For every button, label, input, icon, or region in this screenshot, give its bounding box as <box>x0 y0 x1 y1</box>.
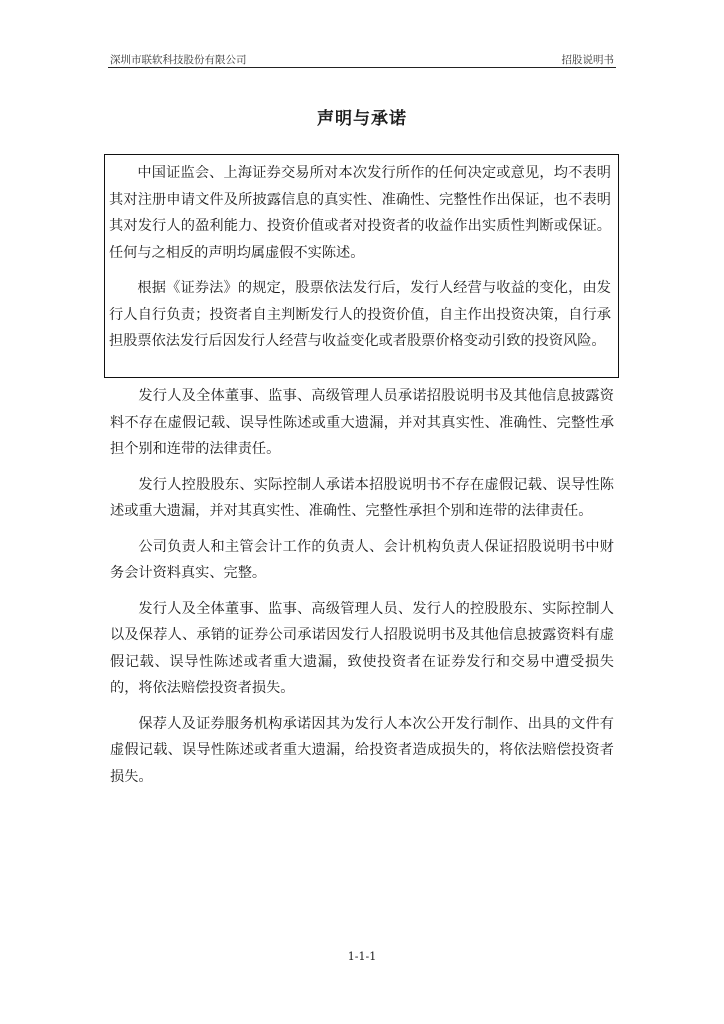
header-company-name: 深圳市联软科技股份有限公司 <box>110 54 247 66</box>
declaration-paragraph: 保荐人及证券服务机构承诺因其为发行人本次公开发行制作、出具的文件有虚假记载、误导性陈述或者重大遗漏，给投资者造成损失的，将依法赔偿投资者损失。 <box>110 715 614 785</box>
page-header <box>108 52 616 68</box>
declaration-paragraph: 发行人及全体董事、监事、高级管理人员承诺招股说明书及其他信息披露资料不存在虚假记载、误导性陈述或重大遗漏，并对其真实性、准确性、完整性承担个别和连带的法律责任。 <box>110 388 614 457</box>
regulatory-notice-box <box>104 154 619 378</box>
page-number: 1-1-1 <box>347 950 377 963</box>
header-document-type: 招股说明书 <box>561 54 614 66</box>
header-divider <box>108 67 616 68</box>
declaration-paragraph: 发行人及全体董事、监事、高级管理人员、发行人的控股股东、实际控制人以及保荐人、承销的证券公司承诺因发行人招股说明书及其他信息披露资料有虚假记载、误导性陈述或者重大遗漏，致使投资者在证券发行和交易中遭受损失的，将依法赔偿投资者损失。 <box>110 600 614 696</box>
notice-paragraph: 根据《证券法》的规定，股票依法发行后，发行人经营与收益的变化，由发行人自行负责；投资者自主判断发行人的投资价值，自主作出投资决策，自行承担股票依法发行后因发行人经营与收益变化或者股票价格变动引致的投资风险。 <box>109 280 611 349</box>
declaration-body <box>110 383 614 799</box>
page-title: 声明与承诺 <box>317 109 407 129</box>
notice-paragraph: 中国证监会、上海证券交易所对本次发行所作的任何决定或意见，均不表明其对注册申请文件及所披露信息的真实性、准确性、完整性作出保证，也不表明其对发行人的盈利能力、投资价值或者对投资者的收益作出实质性判断或保证。任何与之相反的声明均属虚假不实陈述。 <box>109 165 611 261</box>
declaration-paragraph: 公司负责人和主管会计工作的负责人、会计机构负责人保证招股说明书中财务会计资料真实、完整。 <box>110 538 614 581</box>
declaration-paragraph: 发行人控股股东、实际控制人承诺本招股说明书不存在虚假记载、误导性陈述或重大遗漏，并对其真实性、准确性、完整性承担个别和连带的法律责任。 <box>110 476 614 519</box>
